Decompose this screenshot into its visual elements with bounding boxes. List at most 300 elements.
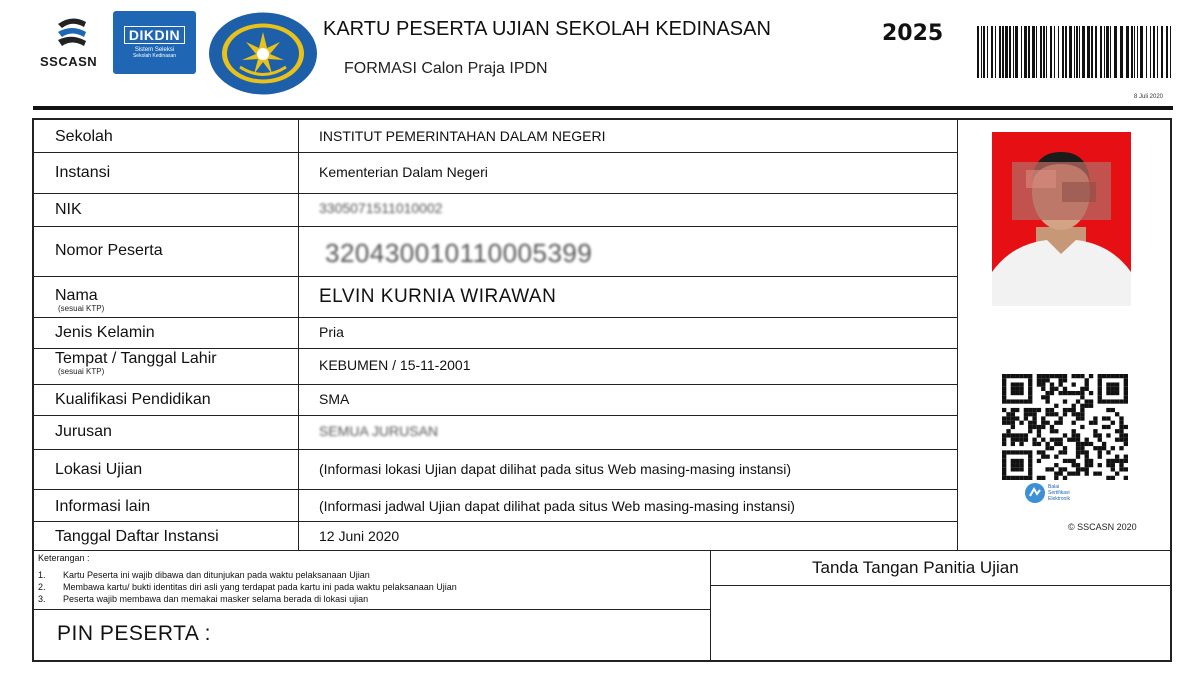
row-divider <box>34 193 957 194</box>
qr-module <box>1098 455 1102 459</box>
qr-module <box>1115 459 1119 463</box>
qr-module <box>1058 467 1062 471</box>
qr-module <box>1063 412 1067 416</box>
qr-module <box>1063 446 1067 450</box>
qr-module <box>1015 450 1019 454</box>
qr-module <box>1063 450 1067 454</box>
qr-module <box>1124 433 1128 437</box>
qr-module <box>1072 391 1076 395</box>
qr-module <box>1002 382 1006 386</box>
qr-module <box>1015 374 1019 378</box>
label-nomor-peserta: Nomor Peserta <box>55 242 163 259</box>
qr-module <box>1006 421 1010 425</box>
qr-module <box>1080 391 1084 395</box>
qr-module <box>1058 391 1062 395</box>
barcode-bar <box>1079 26 1080 78</box>
qr-module <box>1006 416 1010 420</box>
qr-module <box>1119 425 1123 429</box>
qr-module <box>1089 442 1093 446</box>
qr-module <box>1054 455 1058 459</box>
qr-module <box>1076 455 1080 459</box>
qr-module <box>1002 378 1006 382</box>
qr-module <box>1050 382 1054 386</box>
qr-module <box>1085 399 1089 403</box>
barcode-bar <box>1126 26 1129 78</box>
qr-module <box>1002 450 1006 454</box>
qr-module <box>1076 399 1080 403</box>
qr-module <box>1119 433 1123 437</box>
qr-module <box>1072 438 1076 442</box>
qr-module <box>1085 438 1089 442</box>
barcode-bar <box>1069 26 1072 78</box>
qr-module <box>1024 374 1028 378</box>
qr-module <box>1037 442 1041 446</box>
qr-module <box>1067 391 1071 395</box>
qr-module <box>1067 472 1071 476</box>
qr-module <box>1015 382 1019 386</box>
qr-module <box>1106 374 1110 378</box>
qr-module <box>1011 391 1015 395</box>
qr-module <box>1006 476 1010 480</box>
qr-module <box>1124 387 1128 391</box>
qr-module <box>1119 399 1123 403</box>
qr-module <box>1115 374 1119 378</box>
qr-module <box>1028 378 1032 382</box>
qr-module <box>1028 387 1032 391</box>
qr-module <box>1115 391 1119 395</box>
dikdin-logo <box>113 11 196 74</box>
qr-module <box>1002 387 1006 391</box>
qr-module <box>1080 416 1084 420</box>
qr-module <box>1124 459 1128 463</box>
qr-module <box>1080 442 1084 446</box>
note-item: Membawa kartu/ bukti identitas diri asli yang terdapat pada kartu ini pada waktu pelaksanaan Ujian <box>63 582 457 592</box>
qr-module <box>1024 416 1028 420</box>
barcode-bar <box>995 26 996 78</box>
qr-module <box>1119 467 1123 471</box>
qr-module <box>1011 463 1015 467</box>
qr-module <box>1032 425 1036 429</box>
qr-module <box>1115 429 1119 433</box>
qr-module <box>1015 416 1019 420</box>
qr-module <box>1006 374 1010 378</box>
qr-module <box>1002 467 1006 471</box>
barcode-bar <box>1137 26 1138 78</box>
qr-module <box>1019 391 1023 395</box>
qr-module <box>1098 391 1102 395</box>
bse-text-line-2: Sertifikasi <box>1048 490 1070 496</box>
qr-module <box>1102 446 1106 450</box>
qr-module <box>1119 459 1123 463</box>
qr-code <box>1002 374 1128 480</box>
qr-module <box>1119 421 1123 425</box>
qr-module <box>1054 387 1058 391</box>
barcode-bar <box>1009 26 1011 78</box>
label-jenis-kelamin: Jenis Kelamin <box>55 324 155 341</box>
barcode-bar <box>1040 26 1042 78</box>
note-number: 1. <box>38 570 46 580</box>
qr-module <box>1076 438 1080 442</box>
qr-module <box>1002 459 1006 463</box>
qr-module <box>1011 374 1015 378</box>
qr-module <box>1011 450 1015 454</box>
qr-module <box>1085 467 1089 471</box>
qr-module <box>1002 438 1006 442</box>
qr-module <box>1045 374 1049 378</box>
qr-module <box>1106 416 1110 420</box>
label-lokasi-ujian: Lokasi Ujian <box>55 461 143 478</box>
qr-module <box>1058 382 1062 386</box>
bse-text-line-1: Balai <box>1048 484 1060 490</box>
qr-module <box>1024 438 1028 442</box>
qr-module <box>1111 446 1115 450</box>
participant-photo-icon <box>992 132 1131 306</box>
qr-module <box>1058 421 1062 425</box>
qr-module <box>1085 463 1089 467</box>
qr-module <box>1045 408 1049 412</box>
qr-module <box>1032 412 1036 416</box>
qr-module <box>1115 412 1119 416</box>
qr-module <box>1002 421 1006 425</box>
qr-module <box>1093 429 1097 433</box>
qr-module <box>1080 404 1084 408</box>
qr-module <box>1019 399 1023 403</box>
sscasn-logo-text: SSCASN <box>40 54 98 69</box>
barcode-bar <box>987 26 988 78</box>
qr-module <box>1002 374 1006 378</box>
qr-module <box>1041 374 1045 378</box>
qr-module <box>1019 463 1023 467</box>
qr-module <box>1024 399 1028 403</box>
qr-module <box>1111 459 1115 463</box>
barcode-bar <box>983 26 985 78</box>
qr-module <box>1015 433 1019 437</box>
qr-module <box>1045 399 1049 403</box>
qr-module <box>1037 459 1041 463</box>
participant-photo <box>992 132 1131 306</box>
qr-module <box>1124 442 1128 446</box>
qr-module <box>1015 438 1019 442</box>
qr-module <box>1080 450 1084 454</box>
value-tanggal-daftar: 12 Juni 2020 <box>319 528 400 544</box>
qr-module <box>1080 374 1084 378</box>
qr-module <box>1115 455 1119 459</box>
barcode-bar <box>1110 26 1111 78</box>
qr-module <box>1050 467 1054 471</box>
qr-module <box>1028 450 1032 454</box>
qr-module <box>1124 467 1128 471</box>
barcode-bar <box>1028 26 1030 78</box>
qr-module <box>1098 395 1102 399</box>
barcode-bar <box>1074 26 1075 78</box>
qr-module <box>1045 455 1049 459</box>
value-tempat-tanggal-lahir: KEBUMEN / 15-11-2001 <box>319 357 471 373</box>
qr-module <box>1124 382 1128 386</box>
qr-module <box>1063 387 1067 391</box>
qr-module <box>1106 408 1110 412</box>
qr-module <box>1085 459 1089 463</box>
qr-module <box>1076 433 1080 437</box>
qr-module <box>1072 412 1076 416</box>
qr-module <box>1111 391 1115 395</box>
qr-module <box>1098 378 1102 382</box>
qr-module <box>1115 472 1119 476</box>
dikdin-logo-title: DIKDIN <box>124 26 185 44</box>
bse-logo-text <box>1048 484 1070 502</box>
barcode-bar <box>1150 26 1151 78</box>
label-instansi: Instansi <box>55 164 111 181</box>
qr-module <box>1011 382 1015 386</box>
qr-module <box>1019 476 1023 480</box>
qr-module <box>1028 391 1032 395</box>
qr-module <box>1019 438 1023 442</box>
qr-module <box>1050 429 1054 433</box>
qr-module <box>1015 463 1019 467</box>
qr-module <box>1115 387 1119 391</box>
value-jenis-kelamin: Pria <box>319 324 344 340</box>
copyright: © SSCASN 2020 <box>1068 522 1137 532</box>
qr-module <box>1006 412 1010 416</box>
note-item: Kartu Peserta ini wajib dibawa dan ditunjukan pada waktu pelaksanaan Ujian <box>63 570 370 580</box>
label-ttl-sub: (sesuai KTP) <box>58 367 105 376</box>
qr-module <box>1058 374 1062 378</box>
qr-module <box>1106 399 1110 403</box>
label-nama-sub: (sesuai KTP) <box>58 304 105 313</box>
qr-module <box>1019 459 1023 463</box>
qr-module <box>1037 433 1041 437</box>
keterangan-title: Keterangan : <box>38 553 90 563</box>
qr-module <box>1024 476 1028 480</box>
qr-module <box>1006 433 1010 437</box>
qr-module <box>1019 421 1023 425</box>
qr-module <box>1037 425 1041 429</box>
qr-module <box>1098 387 1102 391</box>
qr-module <box>1002 455 1006 459</box>
qr-module <box>1119 446 1123 450</box>
label-nik: NIK <box>55 201 82 218</box>
barcode-bar <box>1161 26 1163 78</box>
barcode-bar <box>977 26 979 78</box>
qr-module <box>1006 450 1010 454</box>
value-kualifikasi: SMA <box>319 391 350 407</box>
qr-module <box>1072 404 1076 408</box>
qr-module <box>1111 467 1115 471</box>
qr-module <box>1058 416 1062 420</box>
qr-module <box>1106 425 1110 429</box>
qr-module <box>1011 438 1015 442</box>
bse-text-line-3: Elektronik <box>1048 496 1070 502</box>
qr-module <box>1072 374 1076 378</box>
qr-module <box>1015 476 1019 480</box>
qr-module <box>1028 395 1032 399</box>
barcode-bar <box>1104 26 1105 78</box>
qr-module <box>1032 442 1036 446</box>
qr-module <box>1085 472 1089 476</box>
qr-module <box>1089 374 1093 378</box>
qr-module <box>1054 412 1058 416</box>
barcode-bar <box>1062 26 1064 78</box>
qr-module <box>1102 399 1106 403</box>
value-jurusan: SEMUA JURUSAN <box>319 423 439 439</box>
qr-module <box>1054 476 1058 480</box>
qr-module <box>1124 476 1128 480</box>
qr-module <box>1076 446 1080 450</box>
qr-module <box>1041 421 1045 425</box>
qr-module <box>1085 450 1089 454</box>
qr-module <box>1080 425 1084 429</box>
qr-module <box>1050 425 1054 429</box>
qr-module <box>1106 382 1110 386</box>
qr-module <box>1041 382 1045 386</box>
qr-module <box>1006 399 1010 403</box>
qr-module <box>1093 416 1097 420</box>
qr-module <box>1124 395 1128 399</box>
barcode-bar <box>1170 26 1171 78</box>
qr-module <box>1002 433 1006 437</box>
qr-module <box>1106 463 1110 467</box>
qr-module <box>1098 446 1102 450</box>
barcode-bar <box>1046 26 1047 78</box>
qr-module <box>1037 374 1041 378</box>
qr-module <box>1080 408 1084 412</box>
qr-module <box>1024 450 1028 454</box>
qr-module <box>1050 387 1054 391</box>
sscasn-mark-icon <box>54 14 90 50</box>
qr-module <box>1041 425 1045 429</box>
qr-module <box>1002 408 1006 412</box>
qr-module <box>1098 463 1102 467</box>
qr-module <box>1098 433 1102 437</box>
qr-module <box>1019 442 1023 446</box>
qr-module <box>1089 421 1093 425</box>
qr-module <box>1063 476 1067 480</box>
qr-module <box>1072 421 1076 425</box>
qr-module <box>1028 412 1032 416</box>
qr-module <box>1015 467 1019 471</box>
barcode-bar <box>1087 26 1090 78</box>
qr-module <box>1028 425 1032 429</box>
label-column-divider <box>298 120 299 550</box>
qr-module <box>1015 391 1019 395</box>
barcode-bar <box>1100 26 1102 78</box>
qr-module <box>1076 450 1080 454</box>
qr-module <box>1015 387 1019 391</box>
qr-module <box>1045 395 1049 399</box>
qr-module <box>1076 412 1080 416</box>
qr-module <box>1011 442 1015 446</box>
qr-module <box>1002 472 1006 476</box>
qr-module <box>1063 408 1067 412</box>
qr-module <box>1089 463 1093 467</box>
qr-module <box>1041 438 1045 442</box>
qr-module <box>1019 450 1023 454</box>
qr-module <box>1011 467 1015 471</box>
qr-module <box>1054 472 1058 476</box>
qr-module <box>1054 404 1058 408</box>
qr-module <box>1041 416 1045 420</box>
qr-module <box>1093 421 1097 425</box>
qr-module <box>1002 395 1006 399</box>
qr-module <box>1002 416 1006 420</box>
qr-module <box>1028 382 1032 386</box>
qr-module <box>1002 442 1006 446</box>
qr-module <box>1089 391 1093 395</box>
qr-module <box>1076 416 1080 420</box>
qr-module <box>1028 463 1032 467</box>
label-informasi-lain: Informasi lain <box>55 498 151 515</box>
pin-divider <box>34 609 710 610</box>
barcode-bar <box>1082 26 1085 78</box>
qr-module <box>1058 438 1062 442</box>
qr-module <box>1041 378 1045 382</box>
barcode-bar <box>1157 26 1158 78</box>
card-title-year: 2025 <box>882 21 944 46</box>
qr-module <box>1102 442 1106 446</box>
qr-module <box>1041 455 1045 459</box>
sscasn-logo <box>40 14 106 74</box>
qr-module <box>1037 450 1041 454</box>
qr-module <box>1072 382 1076 386</box>
qr-module <box>1115 438 1119 442</box>
qr-module <box>1054 429 1058 433</box>
barcode-bar <box>1015 26 1018 78</box>
qr-module <box>1041 450 1045 454</box>
qr-module <box>1072 472 1076 476</box>
card-title: KARTU PESERTA UJIAN SEKOLAH KEDINASAN <box>323 18 771 40</box>
barcode-bar <box>1043 26 1045 78</box>
note-number: 2. <box>38 582 46 592</box>
qr-module <box>1019 467 1023 471</box>
qr-module <box>1076 391 1080 395</box>
label-jurusan: Jurusan <box>55 423 112 440</box>
qr-module <box>1011 387 1015 391</box>
barcode-bar <box>1153 26 1155 78</box>
qr-module <box>1045 442 1049 446</box>
label-kualifikasi: Kualifikasi Pendidikan <box>55 391 211 408</box>
qr-module <box>1045 421 1049 425</box>
qr-module <box>1119 416 1123 420</box>
value-nik: 330507151101000​2 <box>319 200 443 216</box>
qr-module <box>1080 387 1084 391</box>
qr-module <box>1063 467 1067 471</box>
dikdin-logo-subtitle-2: Sekolah Kedinasan <box>132 53 177 59</box>
qr-module <box>1098 399 1102 403</box>
label-sekolah: Sekolah <box>55 128 113 145</box>
qr-module <box>1019 382 1023 386</box>
qr-module <box>1050 412 1054 416</box>
qr-module <box>1119 463 1123 467</box>
row-divider <box>34 449 957 450</box>
qr-module <box>1085 455 1089 459</box>
qr-module <box>1054 438 1058 442</box>
qr-module <box>1037 382 1041 386</box>
qr-module <box>1076 442 1080 446</box>
qr-module <box>1024 408 1028 412</box>
qr-module <box>1011 399 1015 403</box>
qr-module <box>1002 463 1006 467</box>
qr-module <box>1067 459 1071 463</box>
qr-module <box>1063 433 1067 437</box>
qr-module <box>1119 429 1123 433</box>
qr-module <box>1024 412 1028 416</box>
header-divider <box>33 106 1173 110</box>
footer-top-divider <box>34 550 1170 551</box>
barcode <box>977 26 1173 78</box>
qr-module <box>1098 438 1102 442</box>
row-divider <box>34 521 957 522</box>
row-divider <box>34 226 957 227</box>
qr-module <box>1072 429 1076 433</box>
